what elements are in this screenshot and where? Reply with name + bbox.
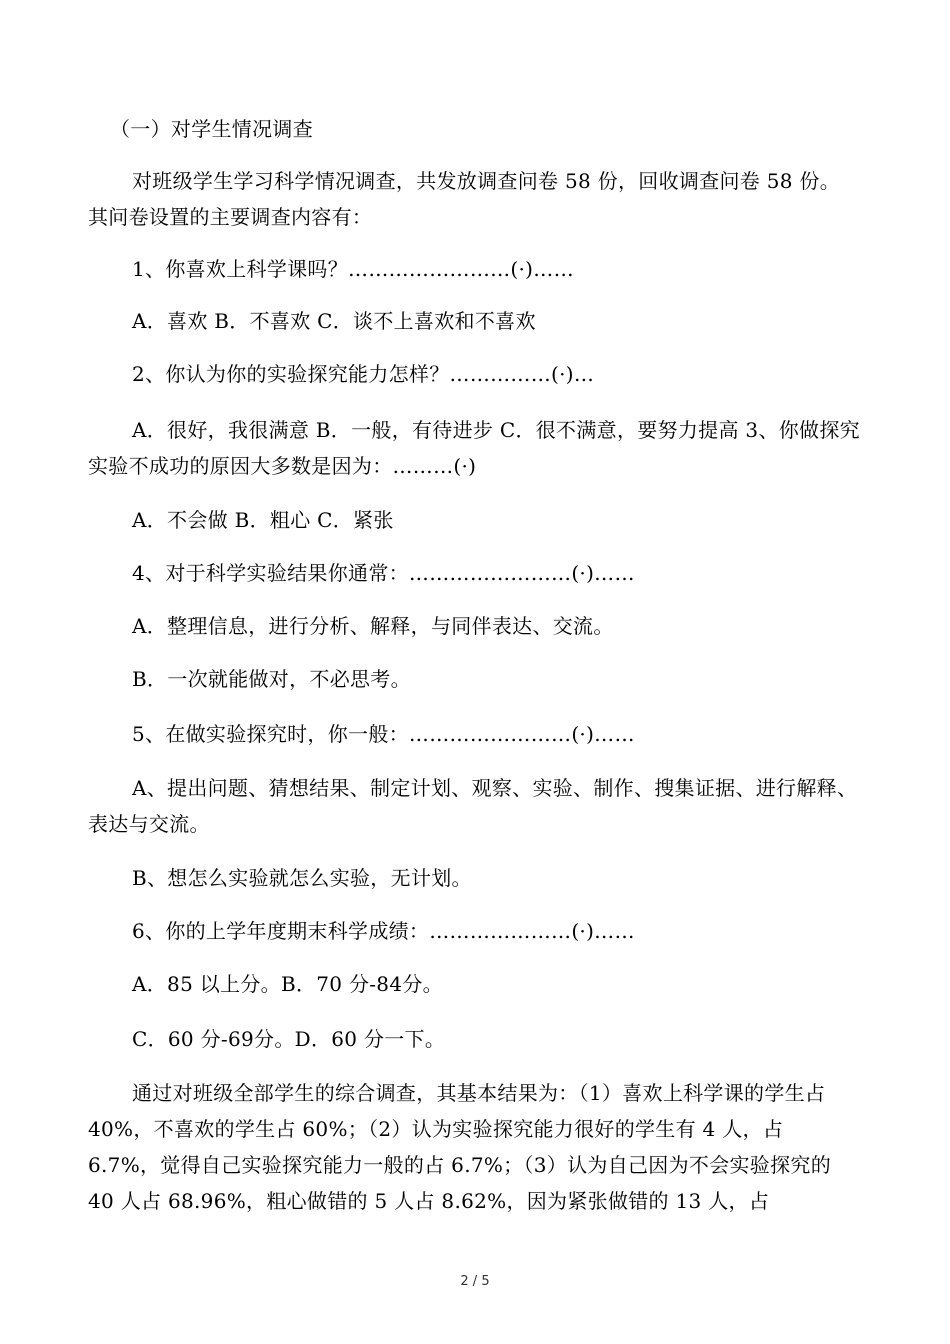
- section-heading: （一）对学生情况调查: [110, 117, 313, 141]
- question-2-options-and-question-3: A．很好，我很满意 B．一般，有待进步 C．很不满意，要努力提高 3、你做探究实验不成功的原因大多数是因为：………(·): [88, 418, 860, 478]
- question-1-options: A．喜欢 B．不喜欢 C．谈不上喜欢和不喜欢: [132, 309, 536, 333]
- question-6: 6、你的上学年度期末科学成绩：…………………(·)……: [132, 919, 635, 943]
- results-paragraph: 通过对班级全部学生的综合调查，其基本结果为：（1）喜欢上科学课的学生占 40%，不喜欢的学生占 60%；（2）认为实验探究能力很好的学生有 4 人，占 6.7%，觉得自己实验探究能力一般的占 6.7%；（3）认为自己因为不会实验探究的 40 人占 68.96%，粗心做错的 5 人占 8.62%，因为紧张做错的 13 人，占: [88, 1081, 832, 1213]
- question-5-option-a: A、提出问题、猜想结果、制定计划、观察、实验、制作、搜集证据、进行解释、表达与交流。: [88, 776, 858, 836]
- question-4-option-b: B．一次就能做对，不必思考。: [132, 667, 411, 691]
- question-6-options-1: A．85 以上分。B．70 分-84分。: [132, 972, 443, 996]
- question-4: 4、对于科学实验结果你通常：……………………(·)……: [132, 561, 635, 585]
- question-5-option-b: B、想怎么实验就怎么实验，无计划。: [132, 866, 472, 890]
- question-4-option-a: A．整理信息，进行分析、解释，与同伴表达、交流。: [132, 614, 614, 638]
- question-5: 5、在做实验探究时，你一般：……………………(·)……: [132, 722, 635, 746]
- question-2: 2、你认为你的实验探究能力怎样？……………(·)…: [132, 362, 595, 386]
- question-6-options-2: C．60 分-69分。D．60 分一下。: [132, 1027, 446, 1051]
- intro-paragraph: 对班级学生学习科学情况调查，共发放调查问卷 58 份，回收调查问卷 58 份。其问卷设置的主要调查内容有：: [88, 169, 841, 229]
- page-number: 2 / 5: [460, 1274, 490, 1289]
- question-1: 1、你喜欢上科学课吗？……………………(·)……: [132, 257, 574, 281]
- question-3-options: A．不会做 B．粗心 C．紧张: [132, 508, 394, 532]
